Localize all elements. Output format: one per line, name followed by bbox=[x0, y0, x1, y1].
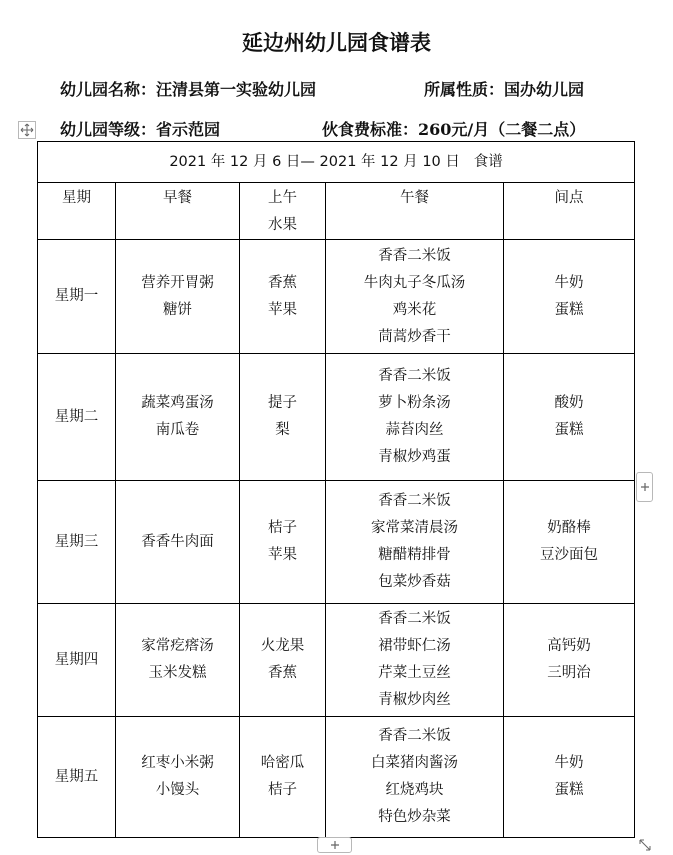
breakfast-cell bbox=[116, 717, 240, 838]
move-icon[interactable] bbox=[18, 121, 36, 139]
menu-item: 包菜炒香菇 bbox=[378, 574, 451, 590]
lunch-cell bbox=[326, 240, 504, 354]
menu-item: 裙带虾仁汤 bbox=[378, 638, 451, 654]
add-column-icon[interactable] bbox=[636, 472, 653, 502]
table-row bbox=[38, 717, 635, 838]
menu-item: 牛肉丸子冬瓜汤 bbox=[363, 274, 466, 291]
week-range: 2021 年 12 月 6 日— 2021 年 12 月 10 日 bbox=[169, 153, 460, 170]
menu-item: 三明治 bbox=[547, 665, 591, 681]
menu-item: 香蕉 bbox=[268, 274, 297, 291]
day-cell: 星期一 bbox=[38, 240, 116, 354]
day-cell: 星期四 bbox=[38, 604, 116, 717]
menu-item: 蔬菜鸡蛋汤 bbox=[141, 395, 214, 411]
menu-item: 芹菜土豆丝 bbox=[378, 665, 451, 681]
week-range-cell bbox=[38, 142, 635, 183]
snack-cell bbox=[504, 604, 635, 717]
menu-item: 香香二米饭 bbox=[378, 368, 451, 384]
fruit-cell bbox=[240, 717, 326, 838]
menu-item: 白菜猪肉酱汤 bbox=[371, 755, 458, 771]
breakfast-cell bbox=[116, 240, 240, 354]
menu-item: 哈密瓜 bbox=[260, 755, 305, 771]
table-row bbox=[38, 240, 635, 354]
menu-item: 红烧鸡块 bbox=[385, 782, 444, 798]
kindergarten-name: 幼儿园名称：汪清县第一实验幼儿园 bbox=[60, 80, 317, 99]
fruit-cell bbox=[240, 604, 326, 717]
menu-item: 红枣小米粥 bbox=[141, 755, 214, 771]
menu-item: 豆沙面包 bbox=[540, 547, 599, 563]
menu-table bbox=[37, 141, 635, 838]
header-fruit bbox=[240, 183, 326, 240]
menu-item: 梨 bbox=[275, 422, 290, 438]
menu-item: 特色炒杂菜 bbox=[378, 809, 451, 825]
fruit-cell bbox=[240, 240, 326, 354]
menu-item: 高钙奶 bbox=[547, 638, 591, 654]
menu-item: 桔子 bbox=[268, 520, 297, 536]
header-fruit-line: 水果 bbox=[268, 217, 297, 233]
lunch-cell bbox=[326, 354, 504, 481]
fruit-cell bbox=[240, 354, 326, 481]
menu-item: 小馒头 bbox=[155, 782, 200, 798]
menu-item: 火龙果 bbox=[260, 638, 305, 654]
table-row bbox=[38, 354, 635, 481]
menu-item: 牛奶 bbox=[554, 755, 584, 771]
lunch-cell bbox=[326, 604, 504, 717]
snack-cell bbox=[504, 481, 635, 604]
breakfast-cell bbox=[116, 481, 240, 604]
menu-label: 食谱 bbox=[473, 153, 503, 170]
page-title: 延边州幼儿园食谱表 bbox=[242, 30, 431, 55]
menu-item: 茼蒿炒香干 bbox=[378, 328, 451, 345]
menu-item: 营养开胃粥 bbox=[141, 274, 214, 291]
table-row bbox=[38, 481, 635, 604]
menu-item: 糖醋精排骨 bbox=[378, 547, 451, 563]
menu-item: 鸡米花 bbox=[392, 301, 437, 318]
snack-cell bbox=[504, 240, 635, 354]
add-row-icon[interactable] bbox=[317, 837, 352, 853]
header-day: 星期 bbox=[38, 183, 116, 240]
day-cell: 星期三 bbox=[38, 481, 116, 604]
menu-item: 桔子 bbox=[268, 782, 297, 798]
header-lunch: 午餐 bbox=[326, 183, 504, 240]
menu-item: 青椒炒肉丝 bbox=[378, 692, 451, 708]
menu-item: 酸奶 bbox=[554, 395, 584, 411]
menu-item: 蛋糕 bbox=[554, 301, 584, 318]
menu-item: 香香二米饭 bbox=[378, 611, 451, 627]
menu-item: 苹果 bbox=[268, 547, 297, 563]
kindergarten-nature: 所属性质：国办幼儿园 bbox=[424, 80, 585, 99]
day-cell: 星期二 bbox=[38, 354, 116, 481]
meal-fee-standard: 伙食费标准：260元/月（二餐二点） bbox=[322, 120, 586, 139]
menu-item: 南瓜卷 bbox=[155, 422, 200, 438]
breakfast-cell bbox=[116, 354, 240, 481]
header-snack: 间点 bbox=[504, 183, 635, 240]
kindergarten-grade: 幼儿园等级：省示范园 bbox=[60, 120, 221, 139]
menu-item: 香香牛肉面 bbox=[141, 533, 214, 550]
menu-item: 牛奶 bbox=[554, 274, 584, 291]
resize-icon[interactable] bbox=[636, 836, 653, 853]
menu-item: 萝卜粉条汤 bbox=[378, 395, 451, 411]
table-row bbox=[38, 604, 635, 717]
menu-item: 香香二米饭 bbox=[378, 493, 451, 509]
lunch-cell bbox=[326, 481, 504, 604]
menu-item: 青椒炒鸡蛋 bbox=[378, 449, 451, 465]
menu-item: 蛋糕 bbox=[554, 422, 584, 438]
menu-item: 糖饼 bbox=[163, 301, 192, 318]
menu-item: 提子 bbox=[268, 395, 297, 411]
menu-item: 香香二米饭 bbox=[378, 247, 451, 264]
menu-item: 奶酪棒 bbox=[547, 520, 591, 536]
breakfast-cell bbox=[116, 604, 240, 717]
menu-item: 家常疙瘩汤 bbox=[141, 638, 214, 654]
lunch-cell bbox=[326, 717, 504, 838]
snack-cell bbox=[504, 354, 635, 481]
menu-item: 蒜苔肉丝 bbox=[385, 422, 444, 438]
menu-item: 玉米发糕 bbox=[148, 665, 207, 681]
menu-item: 香香二米饭 bbox=[378, 728, 451, 744]
header-fruit-line: 上午 bbox=[268, 190, 297, 206]
menu-item: 家常菜清晨汤 bbox=[371, 520, 458, 536]
fruit-cell bbox=[240, 481, 326, 604]
header-breakfast: 早餐 bbox=[116, 183, 240, 240]
menu-item: 蛋糕 bbox=[554, 782, 584, 798]
day-cell: 星期五 bbox=[38, 717, 116, 838]
menu-item: 香蕉 bbox=[268, 665, 297, 681]
menu-item: 苹果 bbox=[268, 301, 297, 318]
snack-cell bbox=[504, 717, 635, 838]
